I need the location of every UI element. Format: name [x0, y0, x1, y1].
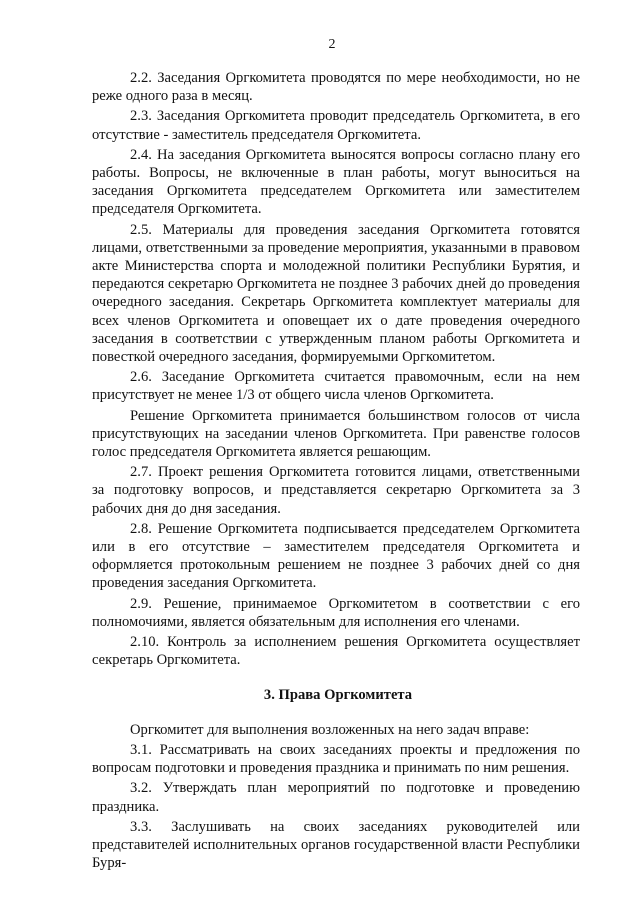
- paragraph-2-5: 2.5. Материалы для проведения заседания Оргкомитета готовятся лицами, ответственными за проведение мероприятия, указанными в правовом акте Министерства спорта и молодежной политики Республики Бурятия, и передаются секретарю Оргкомитета не позднее 3 рабочих дней до проведения очередного заседания. Секретарь Оргкомитета комплектует материалы для всех членов Оргкомитета и оповещает их о дате проведения очередного заседания в соответствии с утвержденным планом работы Оргкомитета и повесткой очередного заседания, формируемыми Оргкомитетом.: [92, 221, 580, 366]
- section-heading: 3. Права Оргкомитета: [263, 686, 413, 703]
- paragraph-3-intro: Оргкомитет для выполнения возложенных на него задач вправе:: [130, 721, 530, 738]
- paragraph-2-8: 2.8. Решение Оргкомитета подписывается председателем Оргкомитета или в его отсутствие – заместителем председателя Оргкомитета и оформляется протокольным решением не позднее 3 рабочих дней со дня проведения заседания Оргкомитета.: [92, 520, 580, 592]
- paragraph-2-6-decision: Решение Оргкомитета принимается большинством голосов от числа присутствующих на заседании членов Оргкомитета. При равенстве голосов голос председателя Оргкомитета является решающим.: [92, 407, 580, 461]
- page-number: 2: [328, 37, 336, 52]
- paragraph-2-4: 2.4. На заседания Оргкомитета выносятся вопросы согласно плану его работы. Вопросы, не включенные в план работы, могут выноситься на заседания Оргкомитета председателем Оргкомитета или заместителем председателя Оргкомитета.: [92, 146, 580, 218]
- paragraph-2-7: 2.7. Проект решения Оргкомитета готовится лицами, ответственными за подготовку вопросов, и представляется секретарю Оргкомитета за 3 рабочих дня до дня заседания.: [92, 464, 580, 517]
- paragraph-2-9: 2.9. Решение, принимаемое Оргкомитетом в соответствии с его полномочиями, является обязательным для исполнения его членами.: [92, 595, 580, 630]
- paragraph-2-3: 2.3. Заседания Оргкомитета проводит председатель Оргкомитета, в его отсутствие - заместитель председателя Оргкомитета.: [92, 108, 580, 143]
- paragraph-2-6: 2.6. Заседание Оргкомитета считается правомочным, если на нем присутствует не менее 1/3 от общего числа членов Оргкомитета.: [92, 369, 580, 404]
- paragraph-3-3: 3.3. Заслушивать на своих заседаниях руководителей или представителей исполнительных органов государственной власти Республики Буря-: [92, 818, 580, 872]
- paragraph-3-1: 3.1. Рассматривать на своих заседаниях проекты и предложения по вопросам подготовки и проведения праздника и принимать по ним решения.: [92, 741, 580, 777]
- paragraph-2-10: 2.10. Контроль за исполнением решения Оргкомитета осуществляет секретарь Оргкомитета.: [92, 634, 580, 669]
- paragraph-3-2: 3.2. Утверждать план мероприятий по подготовке и проведению праздника.: [92, 780, 580, 815]
- paragraph-2-2: 2.2. Заседания Оргкомитета проводятся по мере необходимости, но не реже одного раза в месяц.: [92, 70, 580, 105]
